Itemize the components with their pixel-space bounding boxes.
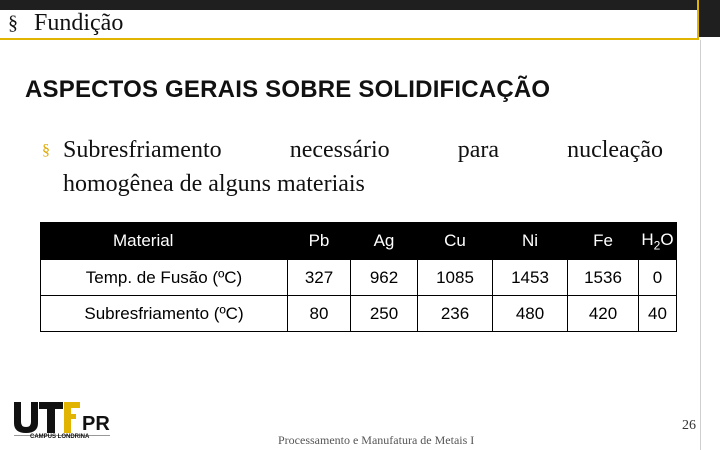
table-cell: 250 [351, 296, 418, 332]
header-material: Material [41, 223, 288, 260]
table-header-row [41, 223, 677, 260]
footer-text: Processamento e Manufatura de Metais I [278, 433, 475, 447]
section-title: Fundição [34, 10, 124, 36]
page-number: 26 [682, 418, 696, 433]
table-cell: 40 [639, 296, 677, 332]
svg-text:PR: PR [82, 413, 110, 435]
table-row [41, 260, 677, 296]
header-ag: Ag [351, 223, 418, 260]
bullet-word: para [457, 137, 499, 163]
header-fe: Fe [568, 223, 639, 260]
right-guide-line [700, 40, 701, 450]
header-underline [0, 38, 697, 40]
header-ni: Ni [493, 223, 568, 260]
bullet-word: necessário [289, 137, 390, 163]
slide-title: ASPECTOS GERAIS SOBRE SOLIDIFICAÇÃO [25, 76, 551, 103]
table-cell: 480 [493, 296, 568, 332]
material-table [40, 222, 677, 332]
header-bar [0, 0, 720, 37]
header-pb: Pb [288, 223, 351, 260]
header-h2o: $H_2O$ [639, 223, 677, 260]
table-cell: 80 [288, 296, 351, 332]
bullet-line-1 [63, 137, 663, 164]
table-cell: 1085 [418, 260, 493, 296]
table-cell: 962 [351, 260, 418, 296]
bullet-word: Subresfriamento [63, 137, 222, 163]
section-title-box [0, 10, 697, 40]
logo-caption: CAMPUS LONDRINA [30, 434, 90, 440]
table-cell: 236 [418, 296, 493, 332]
header-divider [697, 0, 699, 40]
row-label: Subresfriamento (ºC) [41, 296, 288, 332]
table-cell: 327 [288, 260, 351, 296]
bullet-icon: § [8, 12, 18, 34]
bullet-word: nucleação [567, 137, 663, 163]
row-label: Temp. de Fusão (ºC) [41, 260, 288, 296]
bullet-icon: § [42, 142, 50, 159]
table-cell: 1536 [568, 260, 639, 296]
table-cell: 420 [568, 296, 639, 332]
table-cell: 0 [639, 260, 677, 296]
utfpr-logo [12, 400, 112, 442]
table-cell: 1453 [493, 260, 568, 296]
header-cu: Cu [418, 223, 493, 260]
bullet-line-2: homogênea de alguns materiais [63, 171, 365, 197]
table-row [41, 296, 677, 332]
